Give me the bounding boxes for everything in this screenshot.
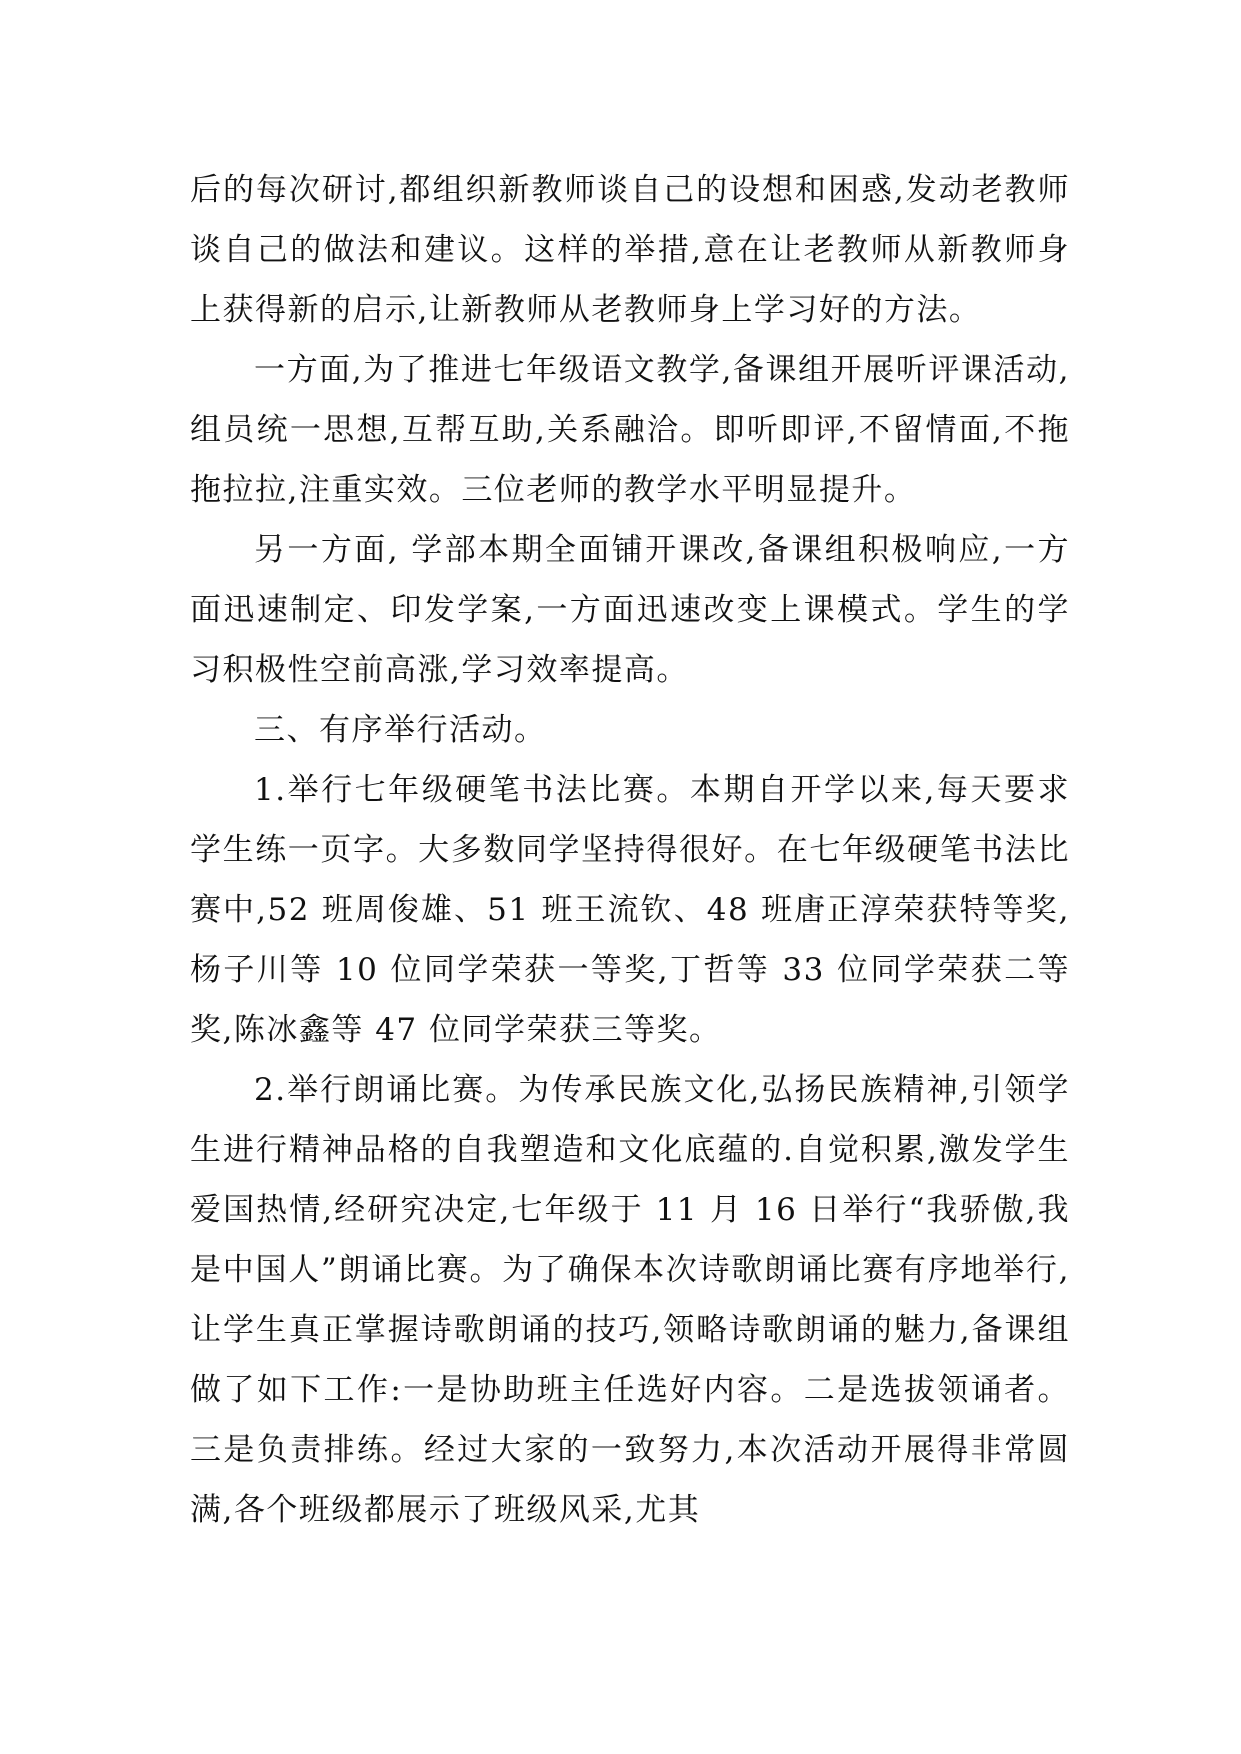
paragraph: 一方面,为了推进七年级语文教学,备课组开展听评课活动,组员统一思想,互帮互助,关系融洽。即听即评,不留情面,不拖拖拉拉,注重实效。三位老师的教学水平明显提升。 bbox=[190, 352, 1070, 508]
paragraph: 另一方面, 学部本期全面铺开课改,备课组积极响应,一方面迅速制定、印发学案,一方面迅速改变上课模式。学生的学习积极性空前高涨,学习效率提高。 bbox=[190, 532, 1070, 688]
paragraph: 1.举行七年级硬笔书法比赛。本期自开学以来,每天要求学生练一页字。大多数同学坚持得很好。在七年级硬笔书法比赛中,52 班周俊雄、51 班王流钦、48 班唐正淳荣获特等奖,杨子川等 10 位同学荣获一等奖,丁哲等 33 位同学荣获二等奖,陈冰鑫等 47 位同学荣获三等奖。 bbox=[190, 772, 1070, 1048]
paragraph: 2.举行朗诵比赛。为传承民族文化,弘扬民族精神,引领学生进行精神品格的自我塑造和文化底蕴的.自觉积累,激发学生爱国热情,经研究决定,七年级于 11 月 16 日举行“我骄傲,我是中国人”朗诵比赛。为了确保本次诗歌朗诵比赛有序地举行,让学生真正掌握诗歌朗诵的技巧,领略诗歌朗诵的魅力,备课组做了如下工作:一是协助班主任选好内容。二是选拔领诵者。三是负责排练。经过大家的一致努力,本次活动开展得非常圆满,各个班级都展示了班级风采,尤其 bbox=[190, 1072, 1070, 1528]
section-heading: 三、有序举行活动。 bbox=[254, 712, 547, 748]
document-body bbox=[190, 160, 1070, 1540]
paragraph: 后的每次研讨,都组织新教师谈自己的设想和困惑,发动老教师谈自己的做法和建议。这样的举措,意在让老教师从新教师身上获得新的启示,让新教师从老教师身上学习好的方法。 bbox=[190, 172, 1070, 328]
